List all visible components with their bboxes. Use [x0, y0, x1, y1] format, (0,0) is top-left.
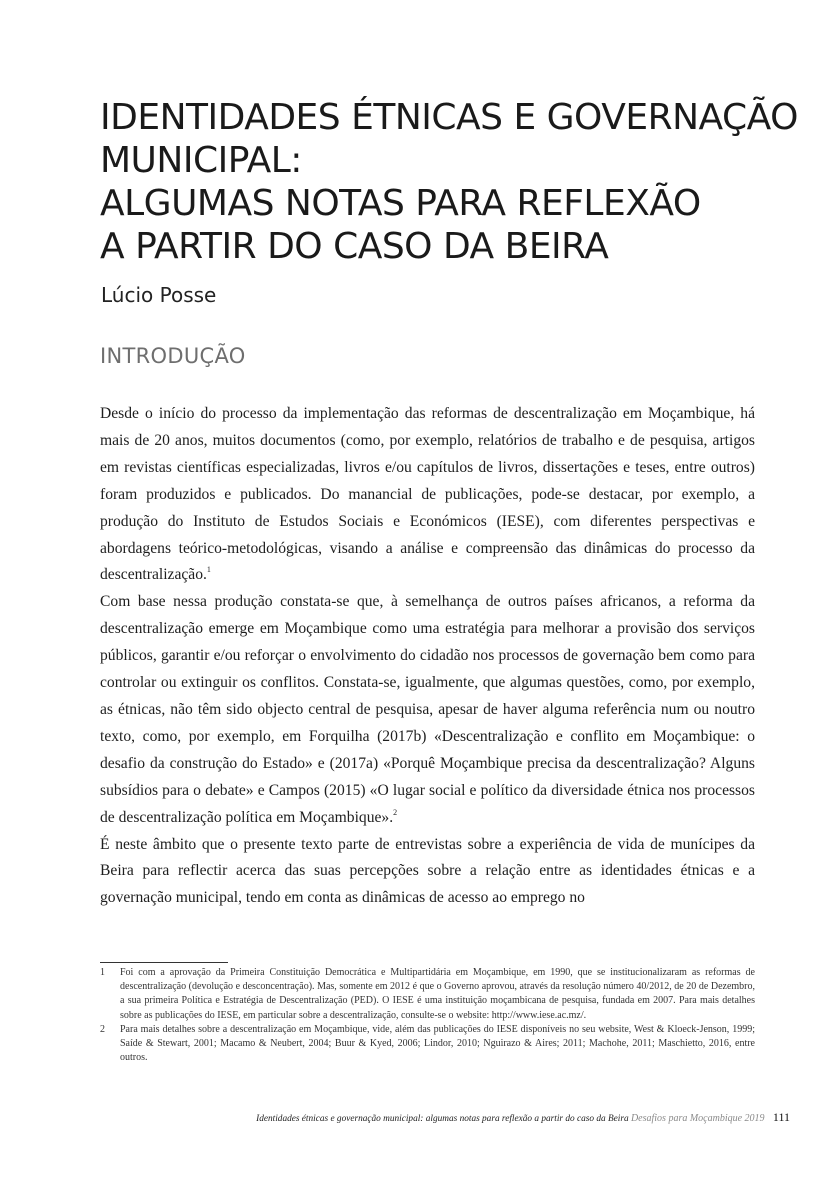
- running-footer-publication: Desafios para Moçambique 2019: [630, 1113, 765, 1124]
- section-heading: INTRODUÇÃO: [100, 344, 246, 368]
- footnote-number: 1: [100, 967, 105, 978]
- footnote-ref: 2: [393, 807, 398, 817]
- paragraph: [100, 589, 755, 831]
- footnote: [100, 1023, 755, 1066]
- title-line: MUNICIPAL:: [100, 140, 302, 181]
- title-line: ALGUMAS NOTAS PARA REFLEXÃO: [100, 183, 701, 224]
- paragraph-text: Desde o início do processo da implementação das reformas de descentralização em Moçambique, há mais de 20 anos, muitos documentos (como, por exemplo, relatórios de trabalho e de pesquisa, artigos em revistas científicas especializadas, livros e/ou capítulos de livros, dissertações e teses, entre outros) foram produzidos e publicados. Do manancial de publicações, pode-se destacar, por exemplo, a produção do Instituto de Estudos Sociais e Económicos (IESE), com diferentes perspectivas e abordagens teórico-metodológicas, visando a análise e compreensão das dinâmicas do processo da descentralização.: [100, 405, 755, 584]
- footnote: [100, 966, 755, 1023]
- footnote-text: Foi com a aprovação da Primeira Constituição Democrática e Multipartidária em Moçambique, em 1990, que se institucionalizaram as reformas de descentralização (devolução e desconcentração). Mas, somente em 2012 é que o Governo aprovou, através da resolução número 40/2012, de 20 de Dezembro, a sua primeira Política e Estratégia de Descentralização (PED). O IESE é uma instituição moçambicana de pesquisa, fundada em 2007. Para mais detalhes sobre as publicações do IESE, em particular sobre a descentralização, consulte-se o website: http://www.iese.ac.mz/.: [120, 967, 755, 1021]
- paragraph: [100, 401, 755, 589]
- body-text: [100, 401, 755, 912]
- author-name: Lúcio Posse: [101, 283, 217, 307]
- paragraph-text: É neste âmbito que o presente texto parte de entrevistas sobre a experiência de vida de munícipes da Beira para reflectir acerca das suas percepções sobre a relação entre as identidades étnicas e a governação municipal, tendo em conta as dinâmicas de acesso ao emprego no: [100, 835, 755, 907]
- footnote-ref: 1: [206, 565, 211, 575]
- running-footer-article: Identidades étnicas e governação municipal: algumas notas para reflexão a partir do caso da Beira: [256, 1114, 629, 1124]
- footnotes: [100, 966, 755, 1065]
- footnote-divider: [100, 962, 228, 963]
- page-number: 111: [772, 1110, 790, 1124]
- footnote-number: 2: [100, 1023, 105, 1035]
- title-line: A PARTIR DO CASO DA BEIRA: [100, 226, 609, 267]
- title-line: IDENTIDADES ÉTNICAS E GOVERNAÇÃO: [100, 97, 799, 138]
- running-footer: [100, 1110, 790, 1125]
- footnote-text: Para mais detalhes sobre a descentralização em Moçambique, vide, além das publicações do IESE disponíveis no seu website, West & Kloeck-Jenson, 1999; Saíde & Stewart, 2001; Macamo & Neubert, 2004; Buur & Kyed, 2006; Lindor, 2010; Nguirazo & Aires; 2011; Machohe, 2011; Maschietto, 2016, entre outros.: [120, 1023, 755, 1064]
- paragraph: [100, 832, 755, 913]
- article-title: [100, 96, 799, 268]
- paragraph-text: Com base nessa produção constata-se que, à semelhança de outros países africanos, a reforma da descentralização emerge em Moçambique como uma estratégia para melhorar a provisão dos serviços públicos, garantir e/ou reforçar o envolvimento do cidadão nos processos de governação bem como para controlar ou extinguir os conflitos. Constata-se, igualmente, que algumas questões, como, por exemplo, as étnicas, não têm sido objecto central de pesquisa, apesar de haver alguma referência num ou noutro texto, como, por exemplo, em Forquilha (2017b) «Descentralização e conflito em Moçambique: o desafio da construção do Estado» e (2017a) «Porquê Moçambique precisa da descentralização? Alguns subsídios para o debate» e Campos (2015) «O lugar social e político da diversidade étnica nos processos de descentralização política em Moçambique».: [100, 593, 755, 826]
